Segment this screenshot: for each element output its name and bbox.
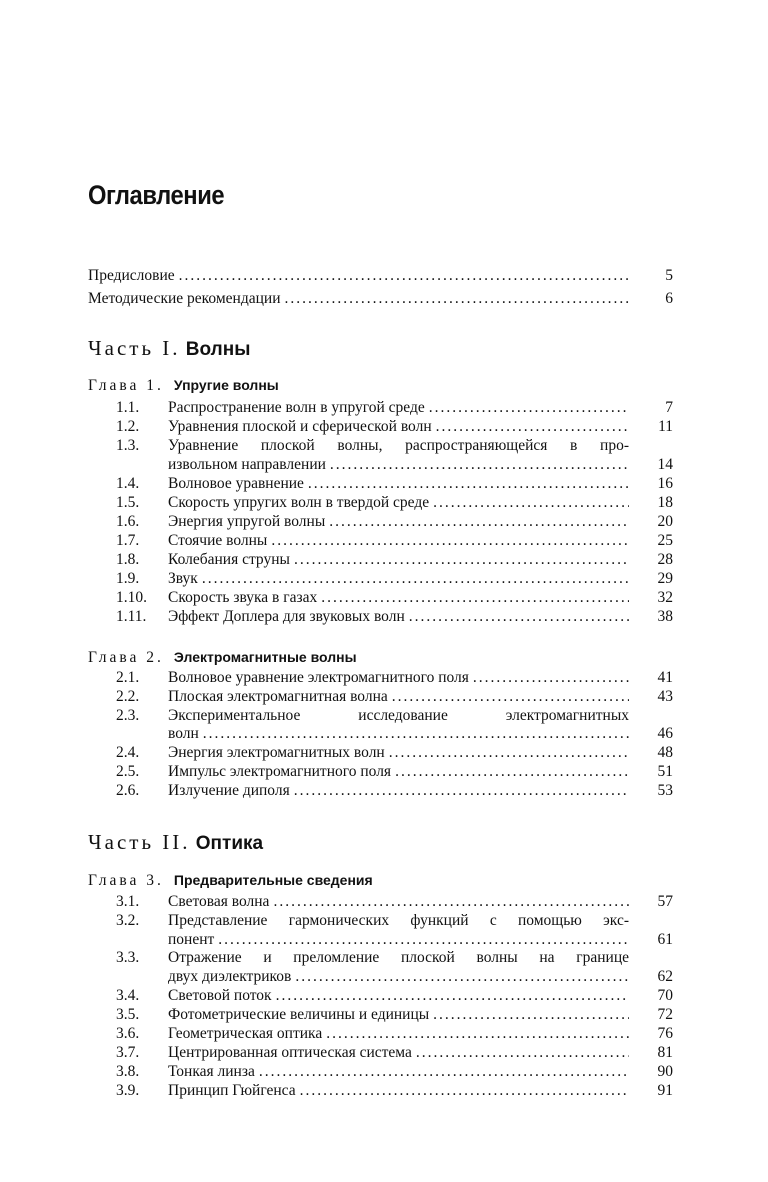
part-heading: Часть I. Волны xyxy=(88,336,251,360)
toc-entry[interactable]: 2.2. Плоская электромагнитная волна ..... 43 xyxy=(88,687,673,707)
toc-entry[interactable]: 3.8. Тонкая линза ..... 90 xyxy=(88,1062,673,1082)
toc-entry[interactable]: 1.10. Скорость звука в газах ..... 32 xyxy=(88,588,673,608)
toc-entry[interactable]: 1.1. Распространение волн в упругой среде ..... 7 xyxy=(88,398,673,418)
toc-entry[interactable]: 1.4. Волновое уравнение ..... 16 xyxy=(88,474,673,494)
page-title: Оглавление xyxy=(88,180,225,210)
part-heading: Часть II. Оптика xyxy=(88,830,264,854)
toc-entry-preface[interactable]: Предисловие ..... 5 xyxy=(88,266,673,286)
toc-entry-first-line: Экспериментальное исследование электромагнитных xyxy=(168,707,629,724)
toc-entry[interactable]: 1.7. Стоячие волны ..... 25 xyxy=(88,531,673,551)
toc-entry[interactable]: 2.5. Импульс электромагнитного поля ..... 51 xyxy=(88,762,673,782)
toc-entry[interactable]: 1.6. Энергия упругой волны ..... 20 xyxy=(88,512,673,532)
toc-entry-continuation[interactable]: волн ..... 46 xyxy=(88,724,673,744)
toc-entry[interactable]: 1.2. Уравнения плоской и сферической волн ..... 11 xyxy=(88,417,673,437)
toc-entry[interactable]: 3.3. xyxy=(116,949,140,966)
chapter-heading: Глава 3. Предварительные сведения xyxy=(88,872,373,889)
toc-entry[interactable]: 1.9. Звук ..... 29 xyxy=(88,569,673,589)
toc-entry[interactable]: 2.4. Энергия электромагнитных волн ..... 48 xyxy=(88,743,673,763)
toc-entry[interactable]: 2.6. Излучение диполя ..... 53 xyxy=(88,781,673,801)
chapter-heading: Глава 1. Упругие волны xyxy=(88,377,279,394)
toc-entry[interactable]: 1.11. Эффект Доплера для звуковых волн ..... 38 xyxy=(88,607,673,627)
toc-entry[interactable]: 1.8. Колебания струны ..... 28 xyxy=(88,550,673,570)
toc-entry[interactable]: 3.4. Световой поток ..... 70 xyxy=(88,986,673,1006)
toc-entry[interactable]: 1.5. Скорость упругих волн в твердой среде ..... 18 xyxy=(88,493,673,513)
toc-entry-continuation[interactable]: двух диэлектриков ..... 62 xyxy=(88,967,673,987)
toc-entry[interactable]: 3.1. Световая волна ..... 57 xyxy=(88,892,673,912)
toc-entry[interactable]: 3.6. Геометрическая оптика ..... 76 xyxy=(88,1024,673,1044)
toc-entry[interactable]: 3.5. Фотометрические величины и единицы ..... 72 xyxy=(88,1005,673,1025)
toc-entry[interactable]: 2.3. xyxy=(116,707,140,724)
toc-entry[interactable]: 1.3. xyxy=(116,437,140,454)
toc-entry-first-line: Представление гармонических функций с помощью экс- xyxy=(168,912,629,929)
toc-entry[interactable]: 3.2. xyxy=(116,912,140,929)
toc-entry[interactable]: 3.7. Центрированная оптическая система ..... 81 xyxy=(88,1043,673,1063)
toc-entry-first-line: Уравнение плоской волны, распространяющейся в про- xyxy=(168,437,629,454)
toc-entry[interactable]: 3.9. Принцип Гюйгенса ..... 91 xyxy=(88,1081,673,1101)
toc-entry-continuation[interactable]: извольном направлении ..... 14 xyxy=(88,455,673,475)
chapter-heading: Глава 2. Электромагнитные волны xyxy=(88,649,357,666)
toc-entry-continuation[interactable]: понент ..... 61 xyxy=(88,930,673,950)
toc-entry-guidelines[interactable]: Методические рекомендации ..... 6 xyxy=(88,289,673,309)
toc-entry[interactable]: 2.1. Волновое уравнение электромагнитного поля ..... 41 xyxy=(88,668,673,688)
toc-entry-first-line: Отражение и преломление плоской волны на границе xyxy=(168,949,629,966)
